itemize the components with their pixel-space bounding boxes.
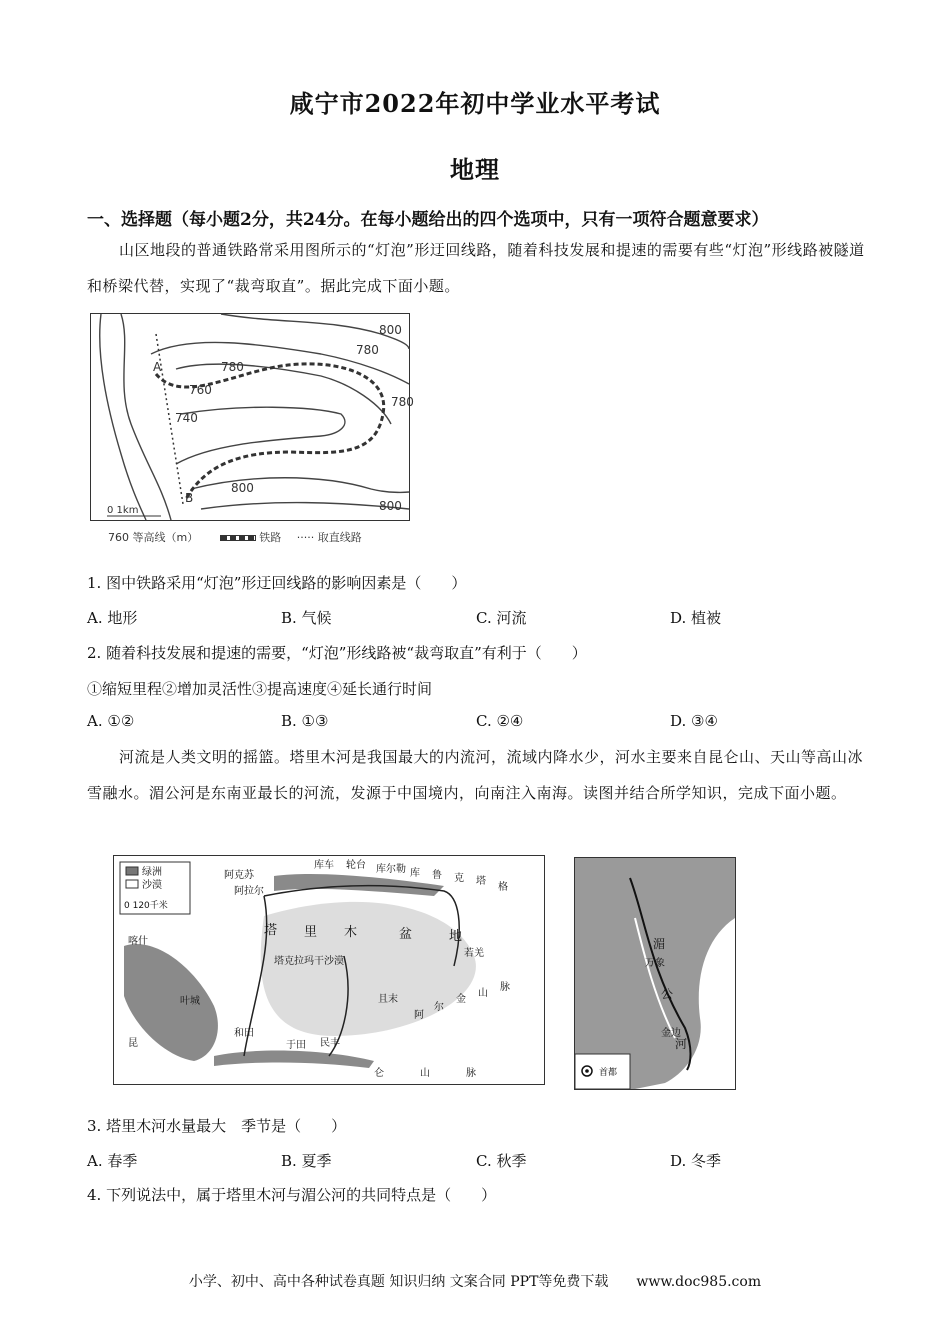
place-label: 叶城 (180, 996, 200, 1007)
contour-label: 760 (189, 383, 212, 397)
railway-icon (220, 535, 256, 541)
q2-option-b[interactable]: B. ①③ (281, 712, 329, 730)
mountain-char: 尔 (434, 1002, 444, 1013)
mountain-char: 金 (456, 994, 466, 1005)
q3-option-c[interactable]: C. 秋季 (476, 1152, 527, 1170)
q2-option-d[interactable]: D. ③④ (670, 712, 718, 730)
place-label: 阿克苏 (224, 870, 254, 881)
legend-straight: 取直线路 (317, 531, 362, 544)
page-footer: 小学、初中、高中各种试卷真题 知识归纳 文案合同 PPT等免费下载 www.doc985.com (188, 1274, 762, 1290)
mountain-char: 仑 (374, 1068, 384, 1079)
basin-char: 地 (449, 929, 463, 944)
mountain-char: 塔 (476, 876, 486, 887)
tarim-basin-map (113, 855, 545, 1085)
contour-label: 740 (175, 411, 198, 425)
dotted-line-icon: ····· (296, 531, 315, 544)
q3-option-b[interactable]: B. 夏季 (281, 1152, 332, 1170)
place-label: 库车 (314, 860, 334, 871)
desert-label: 塔克拉玛干沙漠 (274, 956, 344, 967)
passage-2: 河流是人类文明的摇篮。塔里木河是我国最大的内流河，流域内降水少，河水主要来自昆仑山、天山等高山冰雪融水。湄公河是东南亚最长的河流，发源于中国境内，向南注入南海。读图并结合所学知识，完成下面小题。 (87, 748, 864, 802)
mountain-char: 克 (454, 873, 464, 884)
question-2-items: ①缩短里程②增加灵活性③提高速度④延长通行时间 (87, 680, 433, 698)
subject-title: 地理 (450, 155, 500, 184)
place-label: 且末 (378, 994, 398, 1005)
q3-option-a[interactable]: A. 春季 (87, 1152, 138, 1170)
legend-contour-sample: 760 (108, 531, 129, 544)
river-char: 公 (661, 987, 674, 1001)
section-heading: 一、选择题（每小题2分，共24分。在每小题给出的四个选项中，只有一项符合题意要求） (87, 210, 769, 230)
map2-scale: 0 120千米 (124, 901, 168, 911)
river-char: 湄 (653, 937, 666, 951)
place-label: 阿拉尔 (234, 886, 264, 897)
basin-char: 盆 (399, 927, 413, 942)
contour-label: 780 (356, 343, 379, 357)
point-label: B (185, 491, 194, 505)
place-label: 若羌 (464, 948, 484, 959)
legend-oasis: 绿洲 (142, 867, 162, 878)
legend-capital: 首都 (599, 1068, 618, 1078)
point-label: A (153, 360, 162, 374)
place-label: 于田 (286, 1040, 306, 1051)
contour-label: 800 (379, 499, 402, 513)
place-label: 民丰 (320, 1038, 340, 1049)
contour-label: 800 (231, 481, 254, 495)
question-3: 3. 塔里木河水量最大 季节是（ ） (87, 1117, 347, 1135)
q1-option-a[interactable]: A. 地形 (87, 609, 138, 627)
legend-railway: 铁路 (259, 531, 282, 544)
exam-title: 咸宁市2022年初中学业水平考试 (289, 89, 661, 118)
contour-label: 780 (221, 360, 244, 374)
contour-label: 800 (379, 323, 402, 337)
mountain-char: 库 (410, 868, 420, 879)
basin-char: 塔 (264, 923, 278, 938)
mountain-char: 格 (498, 882, 508, 893)
city-label: 金边 (661, 1028, 681, 1039)
q3-option-d[interactable]: D. 冬季 (670, 1152, 722, 1170)
q1-option-c[interactable]: C. 河流 (476, 609, 527, 627)
place-label: 轮台 (346, 860, 366, 871)
q2-option-c[interactable]: C. ②④ (476, 712, 524, 730)
mountain-char: 阿 (414, 1010, 424, 1021)
legend-contour: 等高线（m） (132, 531, 199, 544)
map-legend (108, 529, 362, 545)
city-label: 万象 (645, 958, 665, 969)
question-2: 2. 随着科技发展和提速的需要，“灯泡”形线路被“裁弯取直”有利于（ ） (87, 644, 587, 662)
basin-char: 里 (304, 925, 318, 940)
basin-char: 木 (344, 925, 358, 940)
place-label: 库尔勒 (376, 864, 406, 875)
q1-option-b[interactable]: B. 气候 (281, 609, 332, 627)
question-4: 4. 下列说法中，属于塔里木河与湄公河的共同特点是（ ） (87, 1186, 497, 1204)
mountain-char: 鲁 (432, 870, 442, 881)
q2-option-a[interactable]: A. ①② (87, 712, 135, 730)
legend-desert: 沙漠 (142, 880, 162, 891)
mountain-char: 山 (478, 988, 488, 999)
mountain-char: 山 (420, 1068, 430, 1079)
contour-map (90, 313, 414, 521)
question-1: 1. 图中铁路采用“灯泡”形迂回线路的影响因素是（ ） (87, 574, 467, 592)
q1-option-d[interactable]: D. 植被 (670, 609, 722, 627)
contour-label: 780 (391, 395, 414, 409)
map-scale: 0 1km (107, 505, 139, 516)
mountain-char: 脉 (466, 1068, 476, 1079)
place-label: 喀什 (128, 936, 148, 947)
mekong-map (574, 857, 736, 1090)
mountain-char: 脉 (500, 982, 510, 993)
passage-1: 山区地段的普通铁路常采用图所示的“灯泡”形迂回线路，随着科技发展和提速的需要有些“灯泡”形线路被隧道和桥梁代替，实现了“裁弯取直”。据此完成下面小题。 (87, 241, 865, 295)
mountain-char: 昆 (128, 1038, 138, 1049)
river-char: 河 (675, 1037, 688, 1051)
place-label: 和田 (234, 1028, 254, 1039)
